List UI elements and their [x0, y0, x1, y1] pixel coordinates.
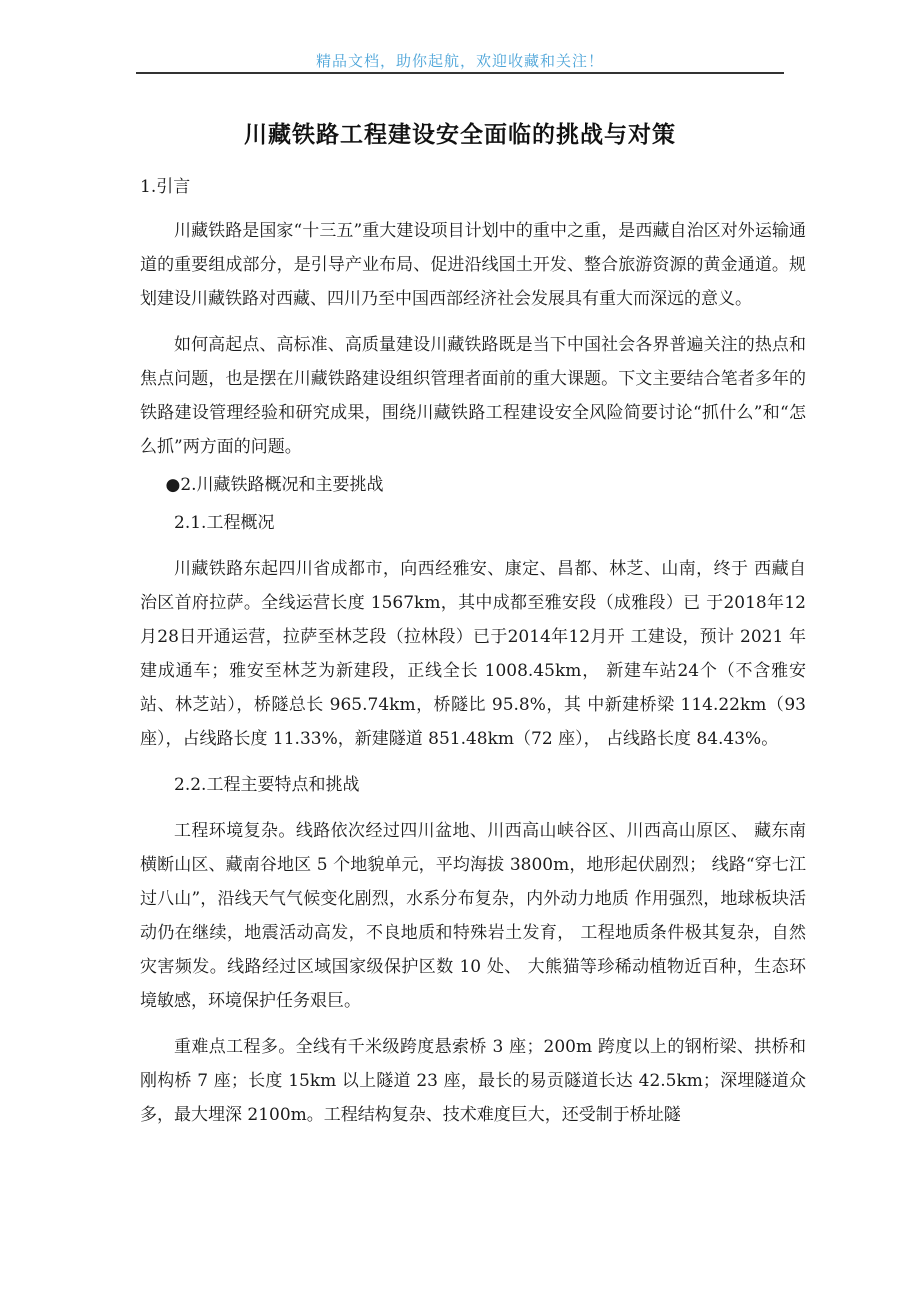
- paragraph-intro-2: 如何高起点、高标准、高质量建设川藏铁路既是当下中国社会各界普遍关注的热点和焦点问题，也是摆在川藏铁路建设组织管理者面前的重大课题。下文主要结合笔者多年的铁路建设管理经验和研究成果，围绕川藏铁路工程建设安全风险简要讨论“抓什么”和“怎么抓”两方面的问题。: [140, 335, 806, 457]
- header-divider: [136, 72, 784, 74]
- paragraph-intro-1: 川藏铁路是国家“十三五”重大建设项目计划中的重中之重，是西藏自治区对外运输通道的重要组成部分，是引导产业布局、促进沿线国土开发、整合旅游资源的黄金通道。规划建设川藏铁路对西藏、四川乃至中国西部经济社会发展具有重大而深远的意义。: [140, 221, 806, 309]
- paragraph-environment: 工程环境复杂。线路依次经过四川盆地、川西高山峡谷区、川西高山原区、 藏东南横断山区、藏南谷地区 5 个地貌单元，平均海拔 3800m，地形起伏剧烈； 线路“穿七江过八山”，沿线天气气候变化剧烈，水系分布复杂，内外动力地质 作用强烈，地球板块活动仍在继续，地震活动高发，不良地质和特殊岩土发育， 工程地质条件极其复杂，自然灾害频发。线路经过区域国家级保护区数 10 处、 大熊猫等珍稀动植物近百种，生态环境敏感，环境保护任务艰巨。: [140, 821, 806, 1011]
- document-title: 川藏铁路工程建设安全面临的挑战与对策: [244, 121, 676, 148]
- section-heading-overview: ●2.川藏铁路概况和主要挑战: [165, 475, 384, 495]
- document-body: [140, 170, 806, 1132]
- subsection-heading-features: 2.2.工程主要特点和挑战: [174, 775, 360, 795]
- paragraph-key-projects: 重难点工程多。全线有千米级跨度悬索桥 3 座；200m 跨度以上的钢桁梁、拱桥和刚构桥 7 座；长度 15km 以上隧道 23 座，最长的易贡隧道长达 42.5km；深埋隧道众多，最大埋深 2100m。工程结构复杂、技术难度巨大，还受制于桥址隧: [140, 1037, 806, 1125]
- section-heading-intro: 1.引言: [140, 177, 191, 197]
- paragraph-project-overview: 川藏铁路东起四川省成都市，向西经雅安、康定、昌都、林芝、山南，终于 西藏自治区首府拉萨。全线运营长度 1567km，其中成都至雅安段（成雅段）已 于2018年12月28日开通运营，拉萨至林芝段（拉林段）已于2014年12月开 工建设，预计 2021 年建成通车；雅安至林芝为新建段，正线全长 1008.45km， 新建车站24个（不含雅安站、林芝站），桥隧总长 965.74km，桥隧比 95.8%，其 中新建桥梁 114.22km（93 座），占线路长度 11.33%，新建隧道 851.48km（72 座）， 占线路长度 84.43%。: [140, 559, 806, 749]
- subsection-heading-project-overview: 2.1.工程概况: [174, 513, 275, 533]
- header-note: 精品文档，助你起航，欢迎收藏和关注！: [315, 52, 604, 70]
